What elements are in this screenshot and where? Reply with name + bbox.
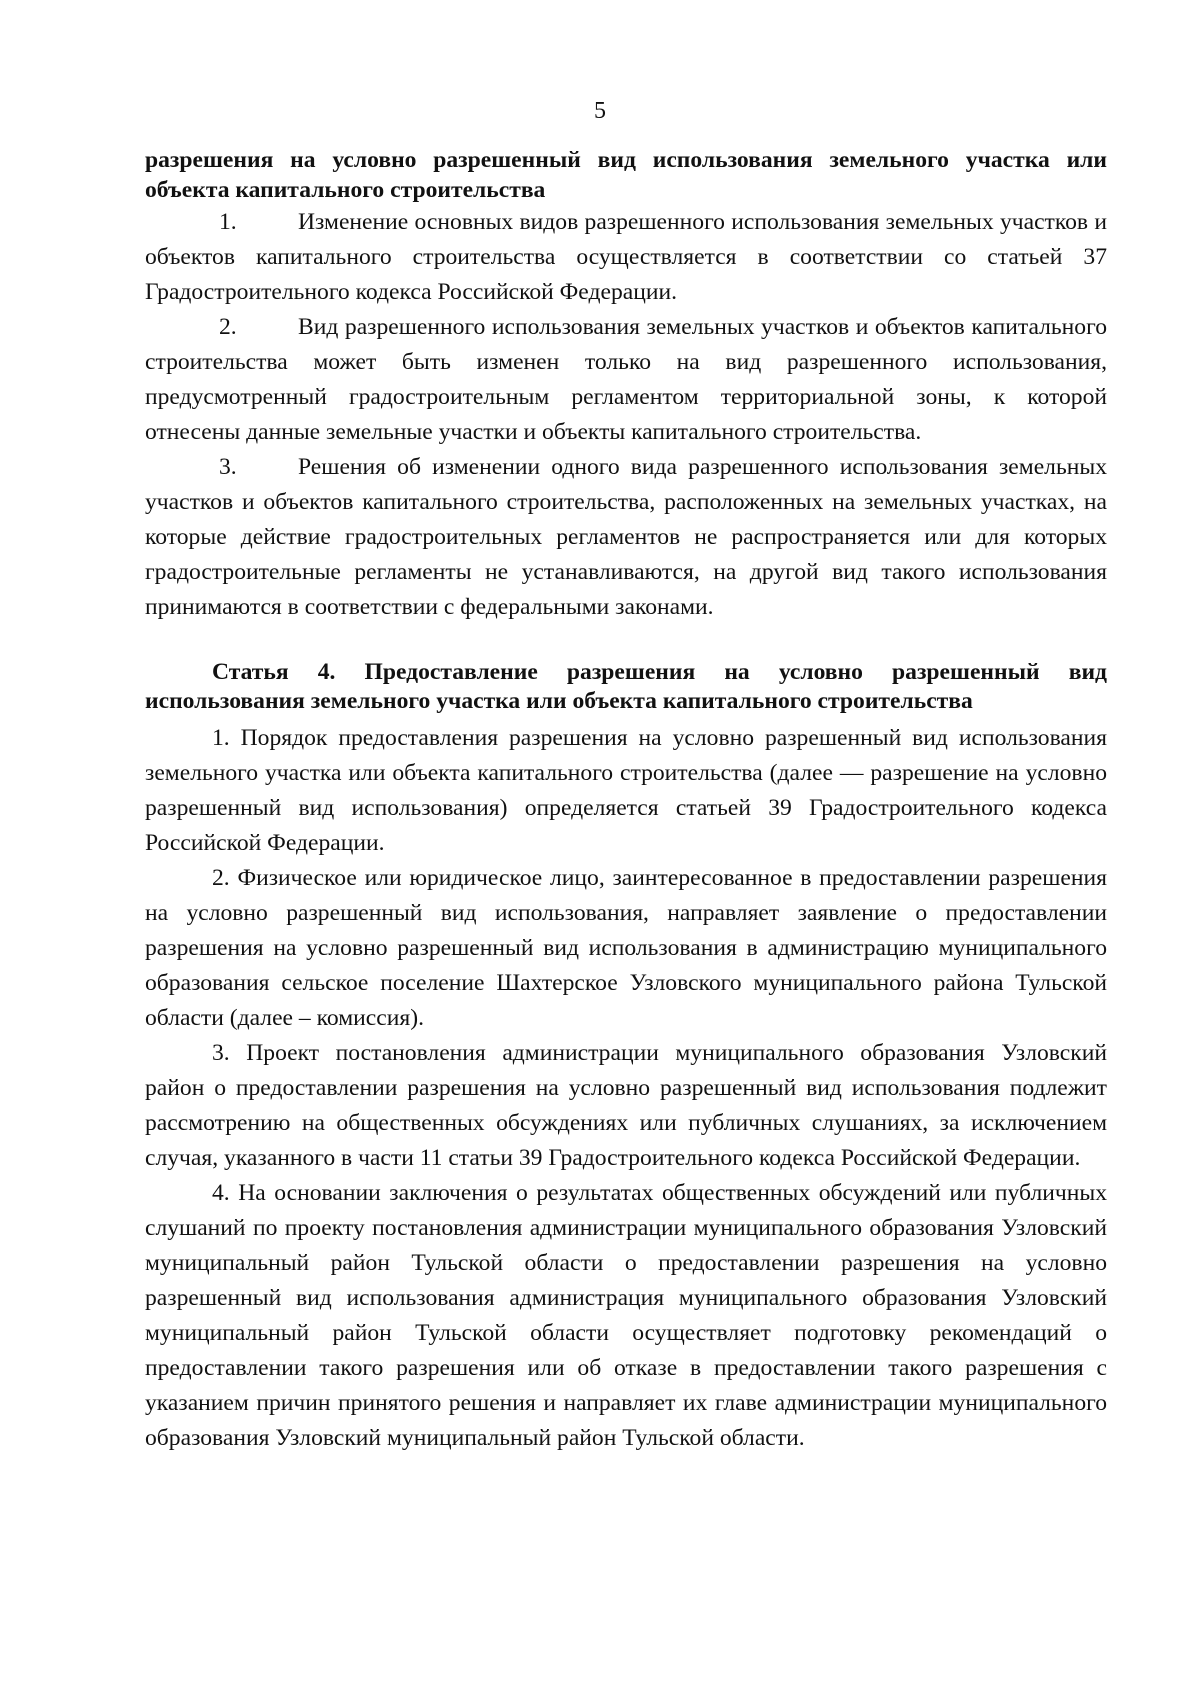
numbered-paragraph-2 <box>145 310 1107 450</box>
paragraph-number: 1. <box>219 209 237 235</box>
page-number: 5 <box>594 98 606 124</box>
paragraph-number: 3. <box>219 454 237 480</box>
article-4-paragraph-4: 4. На основании заключения о результатах общественных обсуждений или публичных слушаний по проекту постановления администрации муниципального образования Узловский муниципальный район Тульской области о предоставлении разрешения на условно разрешенный вид использования администрация муниципального образования Узловский муниципальный район Тульской области осуществляет подготовку рекомендаций о предоставлении такого разрешения или об отказе в предоставлении такого разрешения с указанием причин принятого решения и направляет их главе администрации муниципального образования Узловский муниципальный район Тульской области. <box>145 1180 1107 1451</box>
section-spacer <box>145 625 1107 658</box>
article-4-paragraph-2: 2. Физическое или юридическое лицо, заинтересованное в предоставлении разрешения на условно разрешенный вид использования, направляет заявление о предоставлении разрешения на условно разрешенный вид использования в администрацию муниципального образования сельское поселение Шахтерское Узловского муниципального района Тульской области (далее – комиссия). <box>145 865 1107 1031</box>
paragraph-text: Изменение основных видов разрешенного использования земельных участков и объектов капитального строительства осуществляется в соответствии со статьей 37 Градостроительного кодекса Российской Федерации. <box>145 209 1107 305</box>
continued-article-heading: разрешения на условно разрешенный вид использования земельного участка или объекта капитального строительства <box>145 147 1107 203</box>
article-4-heading: Статья 4. Предоставление разрешения на условно разрешенный вид использования земельного участка или объекта капитального строительства <box>145 659 1107 714</box>
article-heading-block <box>145 658 1107 716</box>
paragraph-text: Решения об изменении одного вида разрешенного использования земельных участков и объектов капитального строительства, расположенных на земельных участках, на которые действие градостроительных регламентов не распространяется или для которых градостроительные регламенты не устанавливаются, на другой вид такого использования принимаются в соответствии с федеральными законами. <box>145 454 1107 620</box>
numbered-paragraph-1 <box>145 205 1107 310</box>
article-4-paragraph-1: 1. Порядок предоставления разрешения на условно разрешенный вид использования земельного участка или объекта капитального строительства (далее — разрешение на условно разрешенный вид использования) определяется статьей 39 Градостроительного кодекса Российской Федерации. <box>145 725 1107 856</box>
numbered-paragraph-3 <box>145 450 1107 625</box>
document-body <box>145 145 1107 1456</box>
paragraph-number: 2. <box>219 314 237 340</box>
paragraph-text: Вид разрешенного использования земельных участков и объектов капитального строительства может быть изменен только на вид разрешенного использования, предусмотренный градостроительным регламентом территориальной зоны, к которой отнесены данные земельные участки и объекты капитального строительства. <box>145 314 1107 445</box>
article-4-paragraph-3: 3. Проект постановления администрации муниципального образования Узловский район о предоставлении разрешения на условно разрешенный вид использования подлежит рассмотрению на общественных обсуждениях или публичных слушаниях, за исключением случая, указанного в части 11 статьи 39 Градостроительного кодекса Российской Федерации. <box>145 1040 1107 1171</box>
